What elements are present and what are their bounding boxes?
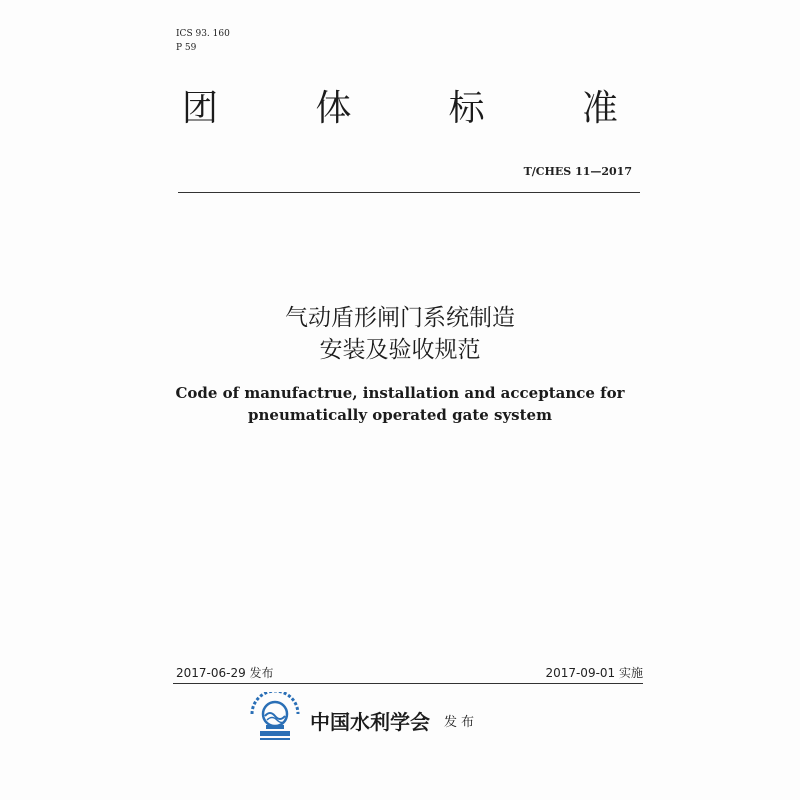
publisher-action: 发布: [444, 714, 479, 730]
implement-date: 2017-09-01 实施: [545, 666, 643, 680]
publisher-name: 中国水利学会: [310, 709, 430, 734]
standard-category-title: [170, 80, 630, 131]
footer-divider: [173, 683, 643, 684]
category-char: 标: [448, 88, 485, 129]
english-title-line1: Code of manufactrue, installation and acceptance for: [175, 384, 625, 402]
chinese-title-line2: 安装及验收规范: [319, 337, 481, 363]
ches-logo-icon: [246, 692, 304, 748]
category-char: 体: [315, 88, 352, 129]
header-divider: [178, 192, 640, 193]
issue-date: 2017-06-29 发布: [176, 666, 274, 680]
publisher-block: [246, 692, 478, 748]
ccs-code: P 59: [176, 43, 197, 53]
category-char: 准: [581, 88, 618, 129]
chinese-title: [0, 302, 800, 366]
english-title: [0, 382, 800, 426]
chinese-title-line1: 气动盾形闸门系统制造: [285, 305, 515, 331]
standard-number: T/CHES 11—2017: [523, 165, 632, 178]
classification-block: [176, 27, 230, 55]
english-title-line2: pneumatically operated gate system: [248, 406, 552, 424]
ics-code: ICS 93. 160: [176, 29, 230, 39]
category-char: 团: [181, 88, 218, 129]
